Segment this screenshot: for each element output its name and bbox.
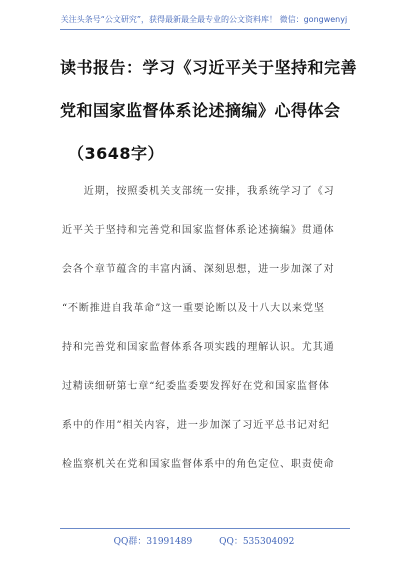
title-line-2: 党和国家监督体系论述摘编》心得体会 (60, 101, 341, 120)
body-line: 持和完善党和国家监督体系各项实践的理解认识。尤其通 (62, 342, 335, 353)
header-note: 关注头条号“公文研究”，获得最新最全最专业的公文资料库！ 微信：gongwenyj (60, 15, 348, 24)
body-line: 过精读细研第七章“纪委监委要发挥好在党和国家监督体 (62, 381, 330, 392)
body-line: 近平关于坚持和完善党和国家监督体系论述摘编》贯通体 (62, 225, 335, 236)
header-divider (60, 29, 350, 30)
body-line: 会各个章节蕴含的丰富内涵、深刻思想，进一步加深了对 (62, 264, 335, 275)
body-line: 检监察机关在党和国家监督体系中的角色定位、职责使命 (62, 459, 335, 470)
footer-qq-group: QQ群：31991489 (113, 537, 193, 547)
footer-qq: QQ：535304092 (219, 537, 295, 547)
footer-contact (0, 534, 408, 547)
title-line-1: 读书报告：学习《习近平关于坚持和完善 (60, 58, 358, 77)
body-line: 近期，按照委机关支部统一安排，我系统学习了《习 (62, 186, 335, 197)
body-line: “不断推进自我革命”这一重要论断以及十八大以来党坚 (62, 303, 325, 314)
body-line: 系中的作用”相关内容，进一步加深了习近平总书记对纪 (62, 420, 330, 431)
title-line-3: （3648字） (68, 144, 165, 163)
footer-divider (60, 528, 350, 529)
